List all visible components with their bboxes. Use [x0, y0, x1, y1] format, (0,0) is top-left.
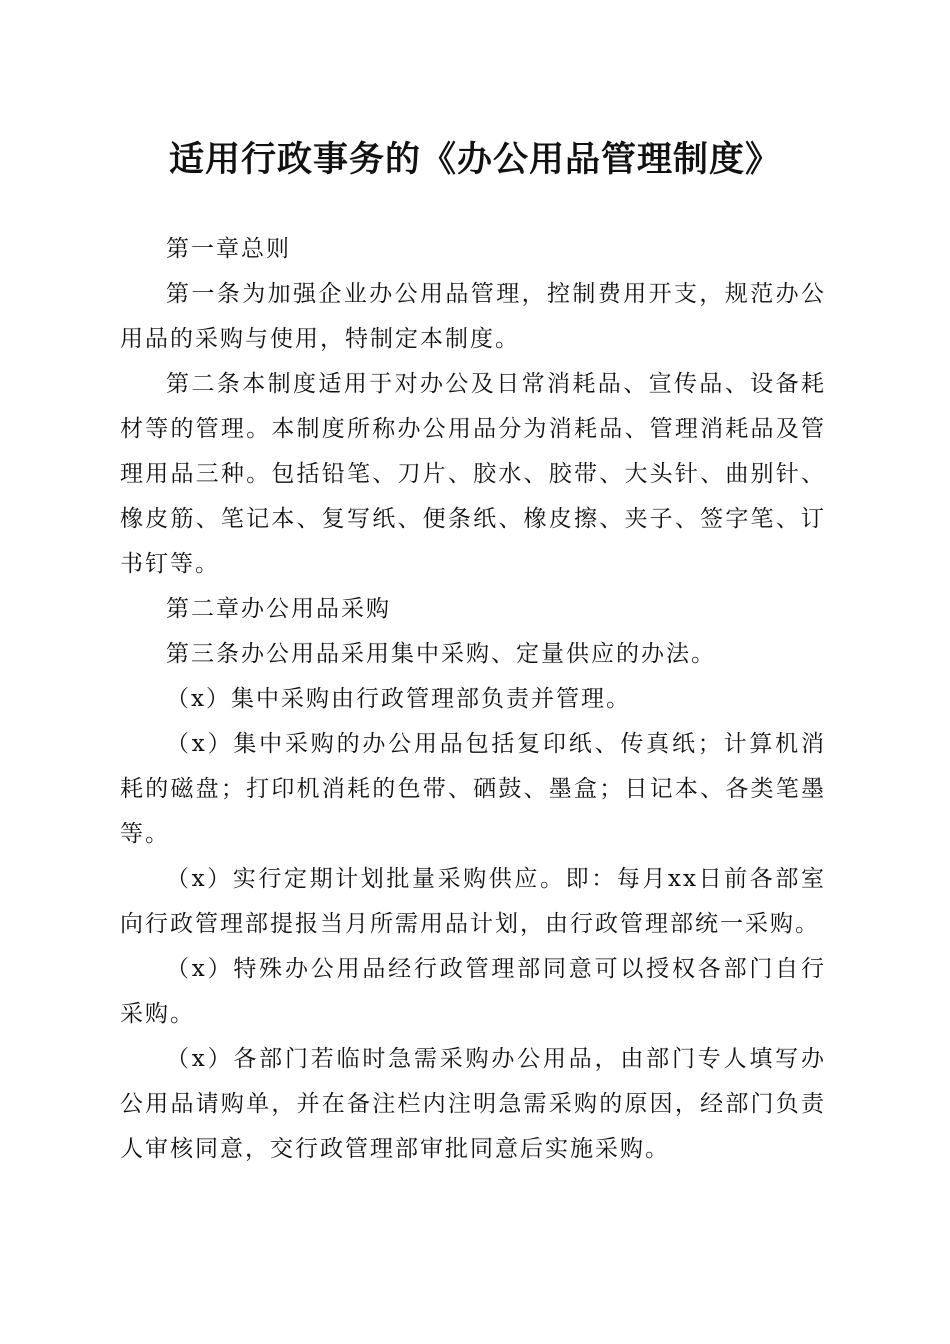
list-item: （x）集中采购的办公用品包括复印纸、传真纸；计算机消耗的磁盘；打印机消耗的色带、硒鼓、墨盒；日记本、各类笔墨等。 — [120, 731, 826, 847]
chapter-heading-1: 第一章总则 — [166, 236, 291, 262]
document-title: 适用行政事务的《办公用品管理制度》 — [168, 139, 781, 180]
article-3: 第三条办公用品采用集中采购、定量供应的办法。 — [166, 641, 716, 667]
list-item: （x）集中采购由行政管理部负责并管理。 — [166, 686, 631, 712]
article-2: 第二条本制度适用于对办公及日常消耗品、宣传品、设备耗材等的管理。本制度所称办公用品分为消耗品、管理消耗品及管理用品三种。包括铅笔、刀片、胶水、胶带、大头针、曲别针、橡皮筋、笔记本、复写纸、便条纸、橡皮擦、夹子、签字笔、订书钉等。 — [120, 371, 826, 577]
document-body — [120, 227, 826, 1172]
article-1: 第一条为加强企业办公用品管理，控制费用开支，规范办公用品的采购与使用，特制定本制度。 — [120, 281, 826, 352]
list-item: （x）各部门若临时急需采购办公用品，由部门专人填写办公用品请购单，并在备注栏内注明急需采购的原因，经部门负责人审核同意，交行政管理部审批同意后实施采购。 — [120, 1046, 826, 1162]
chapter-heading-2: 第二章办公用品采购 — [166, 596, 391, 622]
list-item: （x）实行定期计划批量采购供应。即：每月xx日前各部室向行政管理部提报当月所需用品计划，由行政管理部统一采购。 — [120, 866, 826, 937]
list-item: （x）特殊办公用品经行政管理部同意可以授权各部门自行采购。 — [120, 956, 826, 1027]
